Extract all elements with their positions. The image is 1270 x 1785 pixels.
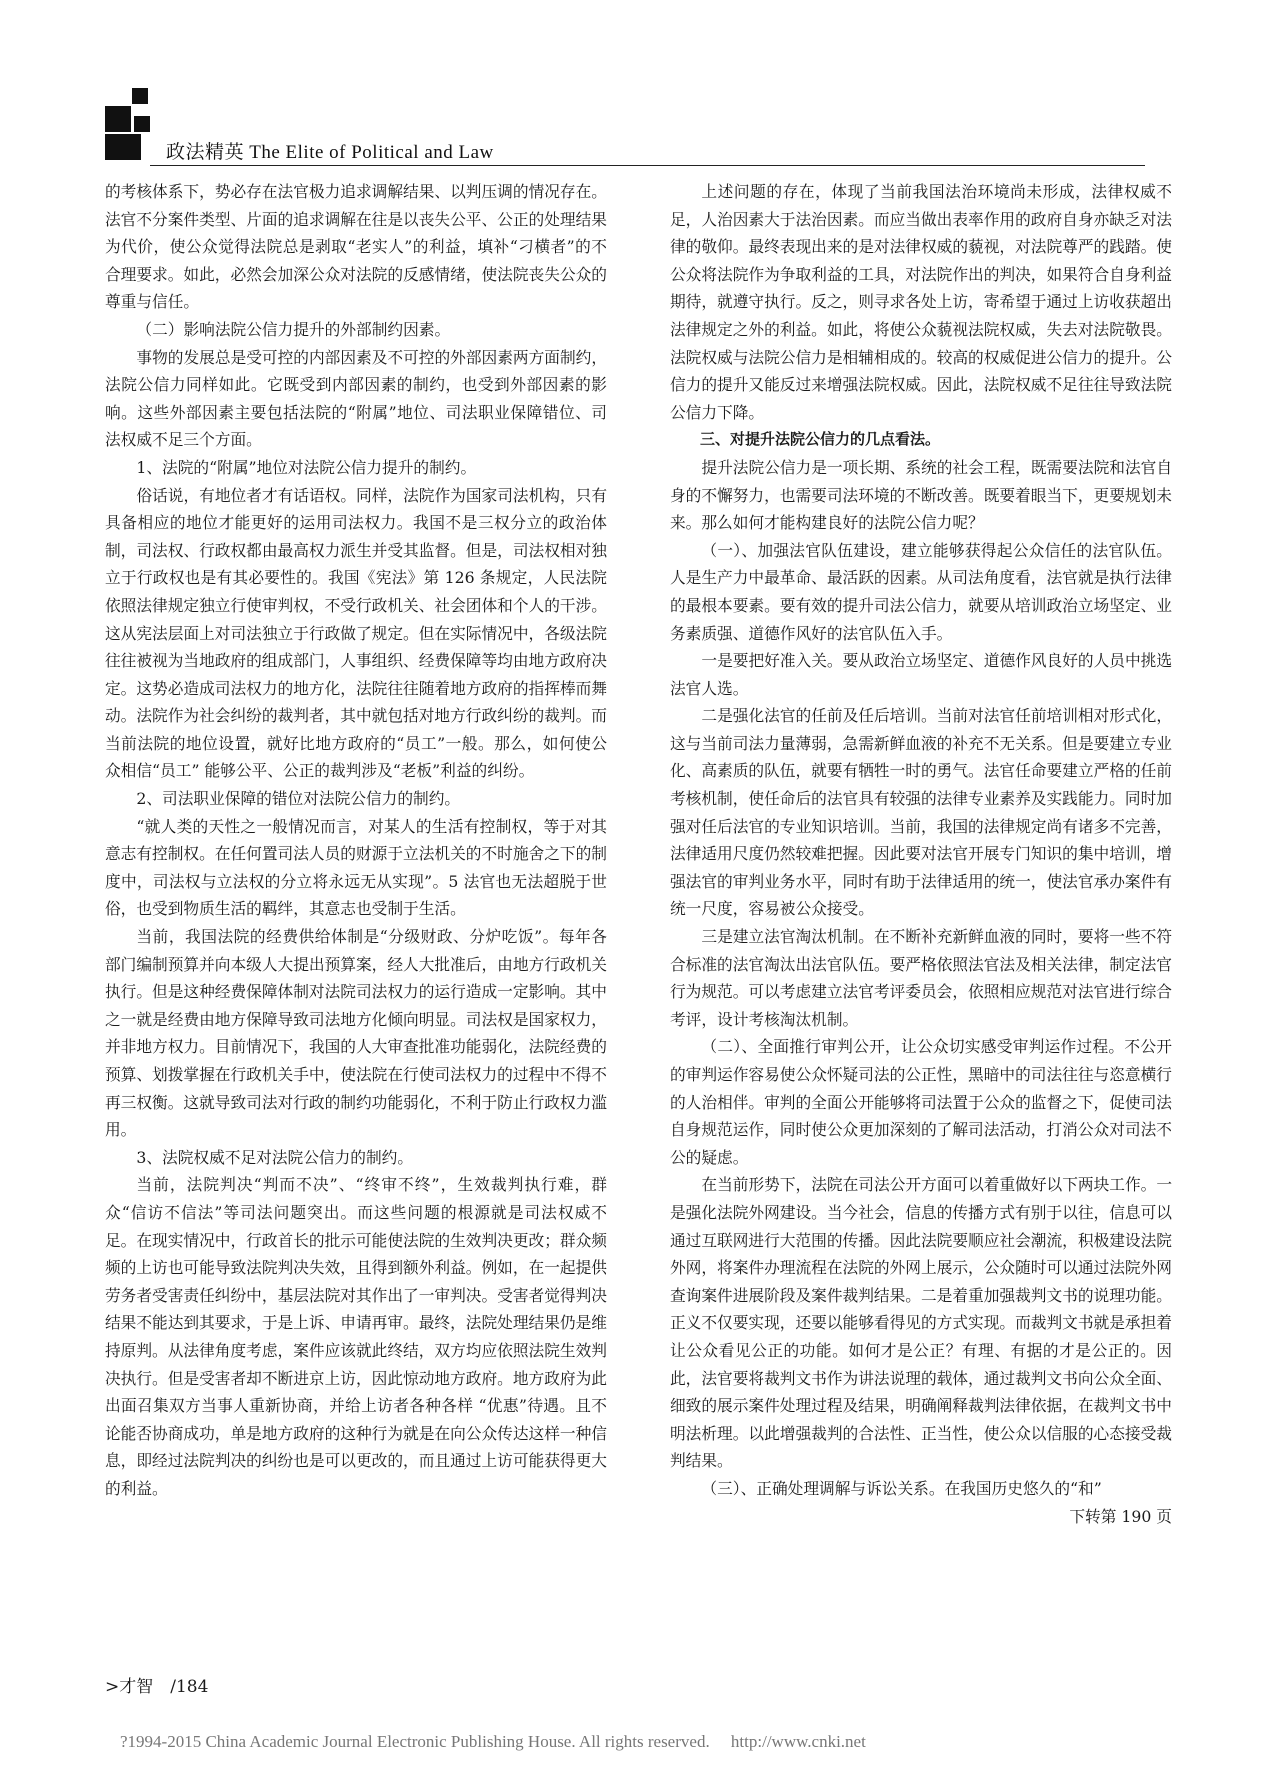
paragraph: 三是建立法官淘汰机制。在不断补充新鲜血液的同时，要将一些不符合标准的法官淘汰出法官队伍。要严格依照法官法及相关法律，制定法官行为规范。可以考虑建立法官考评委员会，依照相应规范对法官进行综合考评，设计考核淘汰机制。 <box>670 927 1173 1029</box>
copyright-notice: ?1994-2015 China Academic Journal Electronic Publishing House. All rights reserved. http://www.cnki.net <box>120 1732 866 1751</box>
section-heading: （二）影响法院公信力提升的外部制约因素。 <box>136 319 451 339</box>
subsection-heading: 3、法院权威不足对法院公信力的制约。 <box>136 1147 414 1167</box>
journal-header-title: 政法精英 The Elite of Political and Law <box>166 142 494 163</box>
left-column <box>105 178 607 1503</box>
continued-note: 下转第 190 页 <box>1069 1506 1172 1526</box>
section-heading: 三、对提升法院公信力的几点看法。 <box>700 430 941 449</box>
paragraph: （二）、全面推行审判公开，让公众切实感受审判运作过程。不公开的审判运作容易使公众怀疑司法的公正性，黑暗中的司法往往与恣意横行的人治相伴。审判的全面公开能够将司法置于公众的监督之下，促使司法自身规范运作，同时使公众更加深刻的了解司法活动，打消公众对司法不公的疑虑。 <box>670 1037 1172 1167</box>
paragraph: 一是要把好准入关。要从政治立场坚定、道德作风良好的人员中挑选法官人选。 <box>670 651 1173 698</box>
paragraph: 提升法院公信力是一项长期、系统的社会工程，既需要法院和法官自身的不懈努力，也需要司法环境的不断改善。既要着眼当下，更要规划未来。那么如何才能构建良好的法院公信力呢？ <box>670 457 1173 533</box>
subsection-heading: 1、法院的“附属”地位对法院公信力提升的制约。 <box>136 457 477 477</box>
subsection-heading: 2、司法职业保障的错位对法院公信力的制约。 <box>136 789 461 809</box>
page-number: >才智 /184 <box>105 1677 209 1697</box>
paragraph: （一）、加强法官队伍建设，建立能够获得起公众信任的法官队伍。人是生产力中最革命、最活跃的因素。从司法角度看，法官就是执行法律的最根本要素。要有效的提升司法公信力，就要从培训政治立场坚定、业务素质强、道德作风好的法官队伍入手。 <box>670 540 1172 643</box>
paragraph: 当前，法院判决“判而不决”、“终审不终”，生效裁判执行难，群众“信访不信法”等司法问题突出。而这些问题的根源就是司法权威不足。在现实情况中，行政首长的批示可能使法院的生效判决更改；群众频频的上访也可能导致法院判决失效，且得到额外利益。例如，在一起提供劳务者受害责任纠纷中，基层法院对其作出了一审判决。受害者觉得判决结果不能达到其要求，于是上诉、申请再审。最终，法院处理结果仍是维持原判。从法律角度考虑，案件应该就此终结，双方均应依照法院生效判决执行。但是受害者却不断进京上访，因此惊动地方政府。地方政府为此出面召集双方当事人重新协商，并给上访者各种各样 “优惠”待遇。且不论能否协商成功，单是地方政府的这种行为就是在向公众传达这样一种信息，即经过法院判决的纠纷也是可以更改的，而且通过上访可能获得更大的利益。 <box>105 1175 607 1498</box>
paragraph: 在当前形势下，法院在司法公开方面可以着重做好以下两块工作。一是强化法院外网建设。当今社会，信息的传播方式有别于以往，信息可以通过互联网进行大范围的传播。因此法院要顺应社会潮流，积极建设法院外网，将案件办理流程在法院的外网上展示，公众随时可以通过法院外网查询案件进展阶段及案件裁判结果。二是着重加强裁判文书的说理功能。正义不仅要实现，还要以能够看得见的方式实现。而裁判文书就是承担着让公众看见公正的功能。如何才是公正？有理、有据的才是公正的。因此，法官要将裁判文书作为讲法说理的载体，通过裁判文书向公众全面、细致的展示案件处理过程及结果，明确阐释裁判法律依据，在裁判文书中明法析理。以此增强裁判的合法性、正当性，使公众以信服的心态接受裁判结果。 <box>670 1175 1173 1471</box>
paragraph: “就人类的天性之一般情况而言，对某人的生活有控制权，等于对其意志有控制权。在任何置司法人员的财源于立法机关的不时施舍之下的制度中，司法权与立法权的分立将永远无从实现”。5 法官也无法超脱于世俗，也受到物质生活的羁绊，其意志也受制于生活。 <box>105 816 607 919</box>
paragraph: 二是强化法官的任前及任后培训。当前对法官任前培训相对形式化，这与当前司法力量薄弱，急需新鲜血液的补充不无关系。但是要建立专业化、高素质的队伍，就要有牺牲一时的勇气。法官任命要建立严格的任前考核机制，使任命后的法官具有较强的法律专业素养及实践能力。同时加强对任后法官的专业知识培训。当前，我国的法律规定尚有诸多不完善，法律适用尺度仍然较难把握。因此要对法官开展专门知识的集中培训，增强法官的审判业务水平，同时有助于法律适用的统一，使法官承办案件有统一尺度，容易被公众接受。 <box>670 706 1173 919</box>
journal-logo-icon <box>105 88 165 160</box>
header-divider <box>150 165 1145 166</box>
paragraph: 事物的发展总是受可控的内部因素及不可控的外部因素两方面制约，法院公信力同样如此。它既受到内部因素的制约，也受到外部因素的影响。这些外部因素主要包括法院的“附属”地位、司法职业保障错位、司法权威不足三个方面。 <box>105 347 608 450</box>
paragraph: 上述问题的存在，体现了当前我国法治环境尚未形成，法律权威不足，人治因素大于法治因素。而应当做出表率作用的政府自身亦缺乏对法律的敬仰。最终表现出来的是对法律权威的藐视，对法院尊严的践踏。使公众将法院作为争取利益的工具，对法院作出的判决，如果符合自身利益期待，就遵守执行。反之，则寻求各处上访，寄希望于通过上访收获超出法律规定之外的利益。如此，将使公众藐视法院权威，失去对法院敬畏。法院权威与法院公信力是相辅相成的。较高的权威促进公信力的提升。公信力的提升又能反过来增强法院权威。因此，法院权威不足往往导致法院公信力下降。 <box>670 182 1172 422</box>
paragraph: 的考核体系下，势必存在法官极力追求调解结果、以判压调的情况存在。法官不分案件类型、片面的追求调解在往是以丧失公平、公正的处理结果为代价，使公众觉得法院总是剥取“老实人”的利益，填补“刁横者”的不合理要求。如此，必然会加深公众对法院的反感情绪，使法院丧失公众的尊重与信任。 <box>105 182 607 312</box>
paragraph: （三）、正确处理调解与诉讼关系。在我国历史悠久的“和” <box>701 1478 1102 1498</box>
paragraph: 当前，我国法院的经费供给体制是“分级财政、分炉吃饭”。每年各部门编制预算并向本级人大提出预算案，经人大批准后，由地方行政机关执行。但是这种经费保障体制对法院司法权力的运行造成一定影响。其中之一就是经费由地方保障导致司法地方化倾向明显。司法权是国家权力，并非地方权力。目前情况下，我国的人大审查批准功能弱化，法院经费的预算、划拨掌握在行政机关手中，使法院在行使司法权力的过程中不得不再三权衡。这就导致司法对行政的制约功能弱化，不利于防止行政权力滥用。 <box>105 927 607 1140</box>
right-column <box>670 178 1172 1530</box>
paragraph: 俗话说，有地位者才有话语权。同样，法院作为国家司法机构，只有具备相应的地位才能更好的运用司法权力。我国不是三权分立的政治体制，司法权、行政权都由最高权力派生并受其监督。但是，司法权相对独立于行政权也是有其必要性的。我国《宪法》第 126 条规定，人民法院依照法律规定独立行使审判权，不受行政机关、社会团体和个人的干涉。这从宪法层面上对司法独立于行政做了规定。但在实际情况中，各级法院往往被视为当地政府的组成部门，人事组织、经费保障等均由地方政府决定。这势必造成司法权力的地方化，法院往往随着地方政府的指挥棒而舞动。法院作为社会纠纷的裁判者，其中就包括对地方行政纠纷的裁判。而当前法院的地位设置，就好比地方政府的“员工”一般。那么，如何使公众相信“员工” 能够公平、公正的裁判涉及“老板”利益的纠纷。 <box>105 485 608 781</box>
